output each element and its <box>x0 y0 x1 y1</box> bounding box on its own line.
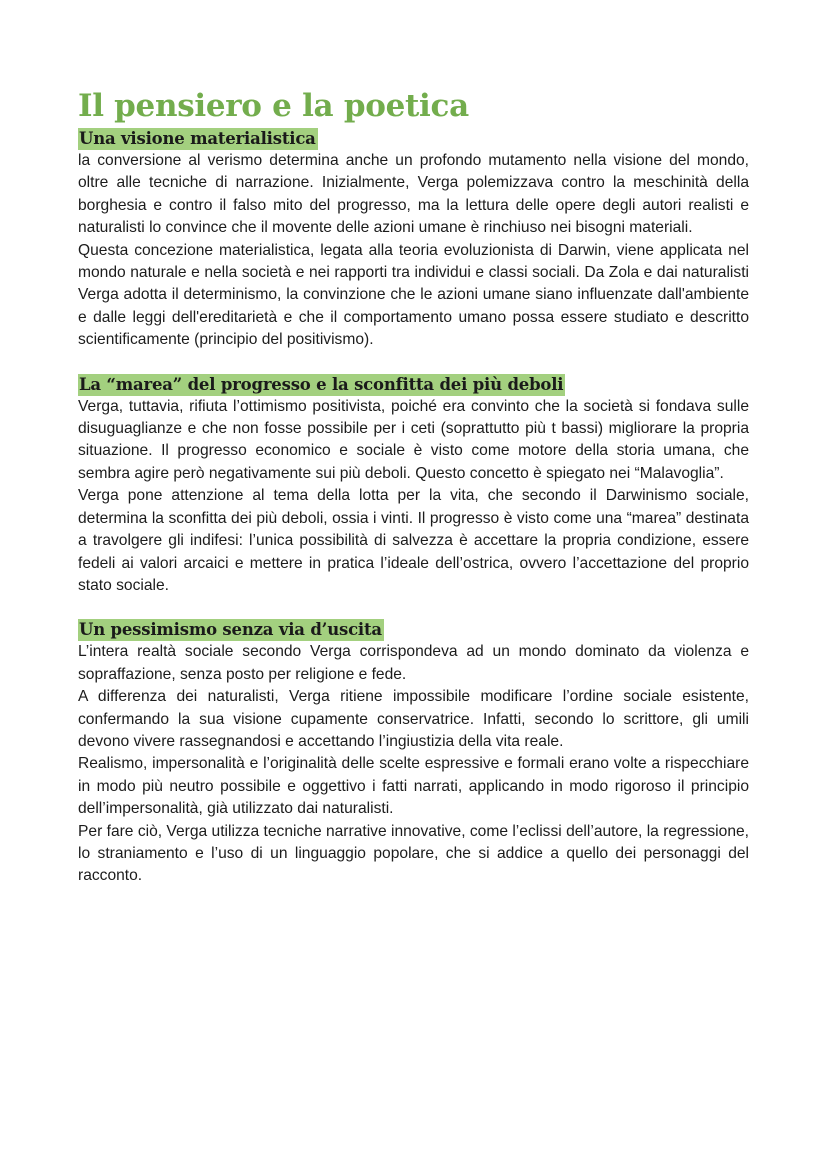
paragraph: la conversione al verismo determina anche un profondo mutamento nella visione del mondo, oltre alle tecniche di narrazione. Inizialmente, Verga polemizzava contro la meschinità della borghesia e contro il falso mito del progresso, ma la lettura delle opere degli autori realisti e naturalisti lo convince che il movente delle azioni umane è rinchiuso nei bisogni materiali. <box>78 152 749 237</box>
paragraph: Questa concezione materialistica, legata alla teoria evoluzionista di Darwin, viene applicata nel mondo naturale e nella società e nei rapporti tra individui e classi sociali. Da Zola e dai naturalisti Verga adotta il determinismo, la convinzione che le azioni umane siano influenzate dall'ambiente e dalle leggi dell'ereditarietà e che il comportamento umano possa essere studiato e descritto scientificamente (principio del positivismo). <box>78 241 749 349</box>
paragraph: A differenza dei naturalisti, Verga ritiene impossibile modificare l’ordine sociale esistente, confermando la sua visione cupamente conservatrice. Infatti, secondo lo scrittore, gli umili devono vivere rassegnandosi e accettando l’ingiustizia della vita reale. <box>78 688 749 750</box>
paragraph: Verga, tuttavia, rifiuta l’ottimismo positivista, poiché era convinto che la società si fondava sulle disuguaglianze e che non fosse possibile per i ceti (soprattutto più t bassi) migliorare la propria situazione. Il progresso economico e sociale è visto come motore della storia umana, che sembra agire però negativamente sui più deboli. Questo concetto è spiegato nei “Malavoglia”. <box>78 397 749 482</box>
section-heading: Una visione materialistica <box>79 129 316 148</box>
document-page <box>78 84 749 888</box>
section-progress-tide <box>78 374 749 598</box>
section-heading: La “marea” del progresso e la sconfitta dei più deboli <box>79 374 564 394</box>
paragraph: Verga pone attenzione al tema della lotta per la vita, che secondo il Darwinismo sociale, determina la sconfitta dei più deboli, ossia i vinti. Il progresso è visto come una “marea” destinata a travolgere gli indifesi: l’unica possibilità di salvezza è accettare la propria condizione, essere fedeli ai valori arcaici e mettere in pratica l’ideale dell’ostrica, ovvero l’accettazione del proprio stato sociale. <box>78 487 749 594</box>
paragraph: Realismo, impersonalità e l’originalità delle scelte espressive e formali erano volte a rispecchiare in modo più neutro possibile e oggettivo i fatti narrati, applicando in modo rigoroso il principio dell’impersonalità, già utilizzato dai naturalisti. <box>78 755 749 818</box>
paragraph: Per fare ciò, Verga utilizza tecniche narrative innovative, come l’eclissi dell’autore, la regressione, lo straniamento e l’uso di un linguaggio popolare, che si addice a quello dei personaggi del racconto. <box>78 822 749 885</box>
section-materialism <box>78 128 749 352</box>
section-heading: Un pessimismo senza via d’uscita <box>79 620 382 640</box>
paragraph: L’intera realtà sociale secondo Verga corrispondeva ad un mondo dominato da violenza e sopraffazione, senza posto per religione e fede. <box>78 643 749 683</box>
page-title: Il pensiero e la poetica <box>78 88 469 124</box>
section-pessimism <box>78 619 749 887</box>
